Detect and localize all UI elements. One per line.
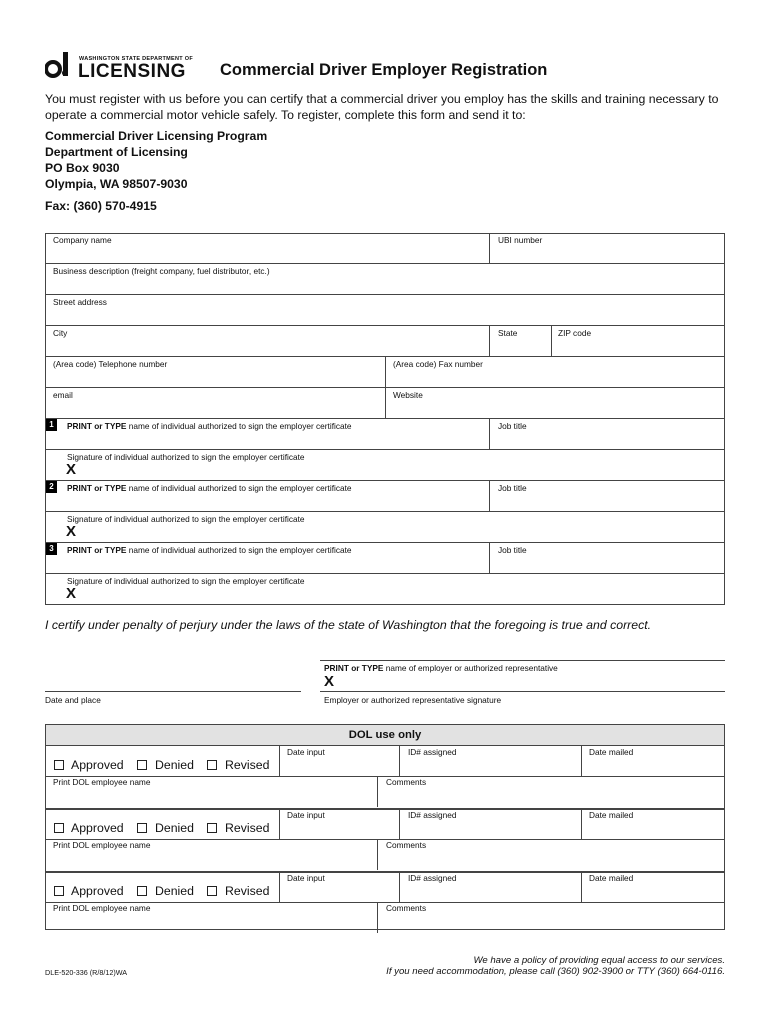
item-number-3: 3 — [46, 543, 57, 555]
fax-number: Fax: (360) 570-4915 — [45, 199, 157, 213]
date-and-place-label: Date and place — [45, 695, 101, 705]
zip-code-field[interactable] — [552, 326, 724, 355]
business-description-field[interactable] — [46, 264, 724, 293]
signature-label: Signature of individual authorized to sign the employer certificate — [67, 452, 305, 462]
date-mailed-label: Date mailed — [589, 810, 634, 820]
fax-field[interactable] — [386, 357, 724, 386]
signature-1-field[interactable] — [60, 450, 724, 479]
authorized-name-2-field[interactable] — [60, 481, 488, 510]
signature-x-mark: X — [66, 461, 77, 478]
revised-label: Revised — [225, 884, 270, 898]
denied-checkbox-3[interactable] — [137, 886, 147, 896]
authorized-name-3-field[interactable] — [60, 543, 488, 572]
denied-label: Denied — [155, 821, 194, 835]
fax-label: (Area code) Fax number — [393, 359, 483, 369]
denied-label: Denied — [155, 884, 194, 898]
authorized-name-label — [67, 545, 352, 555]
address-line-3: PO Box 9030 — [45, 161, 120, 175]
revised-checkbox-3[interactable] — [207, 886, 217, 896]
signature-x-mark: X — [66, 585, 77, 602]
date-and-place-field[interactable] — [45, 660, 301, 690]
authorized-name-label — [67, 421, 352, 431]
signature-3-field[interactable] — [60, 574, 724, 604]
dol-employee-name-field-1[interactable] — [46, 777, 376, 806]
address-line-1: Commercial Driver Licensing Program — [45, 129, 268, 143]
agency-top-text: WASHINGTON STATE DEPARTMENT OF — [79, 56, 194, 62]
signature-x-mark: X — [66, 523, 77, 540]
date-input-label: Date input — [287, 810, 325, 820]
email-field[interactable] — [46, 388, 384, 417]
state-field[interactable] — [490, 326, 550, 355]
comments-label: Comments — [386, 840, 427, 850]
date-input-label: Date input — [287, 747, 325, 757]
id-assigned-label: ID# assigned — [408, 810, 457, 820]
comments-field-3[interactable] — [378, 903, 724, 932]
revised-checkbox-1[interactable] — [207, 760, 217, 770]
approved-checkbox-3[interactable] — [54, 886, 64, 896]
denied-label: Denied — [155, 758, 194, 772]
job-title-label: Job title — [498, 545, 527, 555]
employer-print-label-rest: name of employer or authorized representative — [383, 663, 558, 673]
approved-label: Approved — [71, 821, 124, 835]
company-name-label: Company name — [53, 235, 112, 245]
website-field[interactable] — [386, 388, 724, 417]
approved-label: Approved — [71, 884, 124, 898]
dol-employee-name-label: Print DOL employee name — [53, 903, 151, 913]
job-title-label: Job title — [498, 483, 527, 493]
city-field[interactable] — [46, 326, 488, 355]
id-assigned-field-2[interactable] — [400, 810, 580, 838]
line — [320, 691, 725, 692]
approved-checkbox-1[interactable] — [54, 760, 64, 770]
date-mailed-field-1[interactable] — [582, 747, 724, 775]
authorized-name-label-rest: name of individual authorized to sign the employer certificate — [126, 545, 352, 555]
accommodation-policy — [386, 955, 725, 977]
dol-employee-name-field-2[interactable] — [46, 840, 376, 869]
signature-2-field[interactable] — [60, 512, 724, 541]
telephone-field[interactable] — [46, 357, 384, 386]
employer-signature-field[interactable] — [320, 661, 725, 691]
signature-label: Signature of individual authorized to sign the employer certificate — [67, 576, 305, 586]
date-mailed-field-3[interactable] — [582, 873, 724, 901]
date-input-field-2[interactable] — [280, 810, 398, 838]
id-assigned-label: ID# assigned — [408, 747, 457, 757]
date-mailed-label: Date mailed — [589, 873, 634, 883]
authorized-name-1-field[interactable] — [60, 419, 488, 448]
employer-print-label — [324, 663, 558, 673]
policy-line-1: We have a policy of providing equal access to our services. — [473, 955, 725, 966]
id-assigned-field-1[interactable] — [400, 747, 580, 775]
street-address-label: Street address — [53, 297, 107, 307]
telephone-label: (Area code) Telephone number — [53, 359, 168, 369]
authorized-name-label — [67, 483, 352, 493]
authorized-name-label-rest: name of individual authorized to sign the employer certificate — [126, 421, 352, 431]
authorized-name-label-rest: name of individual authorized to sign the employer certificate — [126, 483, 352, 493]
comments-label: Comments — [386, 777, 427, 787]
revised-label: Revised — [225, 821, 270, 835]
approved-label: Approved — [71, 758, 124, 772]
address-line-2: Department of Licensing — [45, 145, 188, 159]
ubi-number-field[interactable] — [490, 234, 724, 262]
approved-checkbox-2[interactable] — [54, 823, 64, 833]
revised-label: Revised — [225, 758, 270, 772]
job-title-2-field[interactable] — [490, 481, 724, 510]
line — [45, 691, 301, 692]
job-title-label: Job title — [498, 421, 527, 431]
dol-logo-mark-icon — [45, 51, 75, 79]
comments-label: Comments — [386, 903, 427, 913]
business-description-label: Business description (freight company, fuel distributor, etc.) — [53, 266, 270, 276]
id-assigned-field-3[interactable] — [400, 873, 580, 901]
date-input-field-3[interactable] — [280, 873, 398, 901]
date-input-label: Date input — [287, 873, 325, 883]
address-line-4: Olympia, WA 98507-9030 — [45, 177, 188, 191]
signature-label: Signature of individual authorized to sign the employer certificate — [67, 514, 305, 524]
id-assigned-label: ID# assigned — [408, 873, 457, 883]
print-or-type-text: PRINT or TYPE — [67, 545, 127, 555]
intro-text: You must register with us before you can certify that a commercial driver you employ has the skills and training necessary to operate a commercial motor vehicle safely. To register, complete this form and send it to: — [45, 92, 719, 122]
state-label: State — [498, 328, 518, 338]
form-title: Commercial Driver Employer Registration — [220, 61, 548, 79]
website-label: Website — [393, 390, 423, 400]
zip-code-label: ZIP code — [558, 328, 592, 338]
employer-signature-label: Employer or authorized representative signature — [324, 695, 502, 705]
dol-use-heading: DOL use only — [46, 725, 724, 746]
perjury-statement: I certify under penalty of perjury under the laws of the state of Washington that the foregoing is true and correct. — [45, 618, 652, 632]
print-or-type-text: PRINT or TYPE — [324, 663, 384, 673]
revised-checkbox-2[interactable] — [207, 823, 217, 833]
employer-signature-x-mark: X — [324, 673, 335, 690]
denied-checkbox-2[interactable] — [137, 823, 147, 833]
dol-employee-name-label: Print DOL employee name — [53, 840, 151, 850]
job-title-1-field[interactable] — [490, 419, 724, 448]
city-label: City — [53, 328, 68, 338]
street-address-field[interactable] — [46, 295, 724, 324]
item-number-1: 1 — [46, 419, 57, 431]
email-label: email — [53, 390, 73, 400]
dol-employee-name-field-3[interactable] — [46, 903, 376, 932]
print-or-type-text: PRINT or TYPE — [67, 483, 127, 493]
denied-checkbox-1[interactable] — [137, 760, 147, 770]
job-title-3-field[interactable] — [490, 543, 724, 572]
dol-employee-name-label: Print DOL employee name — [53, 777, 151, 787]
item-number-2: 2 — [46, 481, 57, 493]
comments-field-1[interactable] — [378, 777, 724, 806]
form-number: DLE-520-336 (R/8/12)WA — [45, 968, 128, 977]
date-mailed-field-2[interactable] — [582, 810, 724, 838]
print-or-type-text: PRINT or TYPE — [67, 421, 127, 431]
date-mailed-label: Date mailed — [589, 747, 634, 757]
company-name-field[interactable] — [46, 234, 488, 262]
date-input-field-1[interactable] — [280, 747, 398, 775]
comments-field-2[interactable] — [378, 840, 724, 869]
policy-line-2: If you need accommodation, please call (360) 902-3900 or TTY (360) 664-0116. — [386, 966, 725, 977]
agency-main-text: LICENSING — [78, 61, 186, 82]
ubi-number-label: UBI number — [498, 235, 543, 245]
mailing-address — [45, 128, 267, 192]
